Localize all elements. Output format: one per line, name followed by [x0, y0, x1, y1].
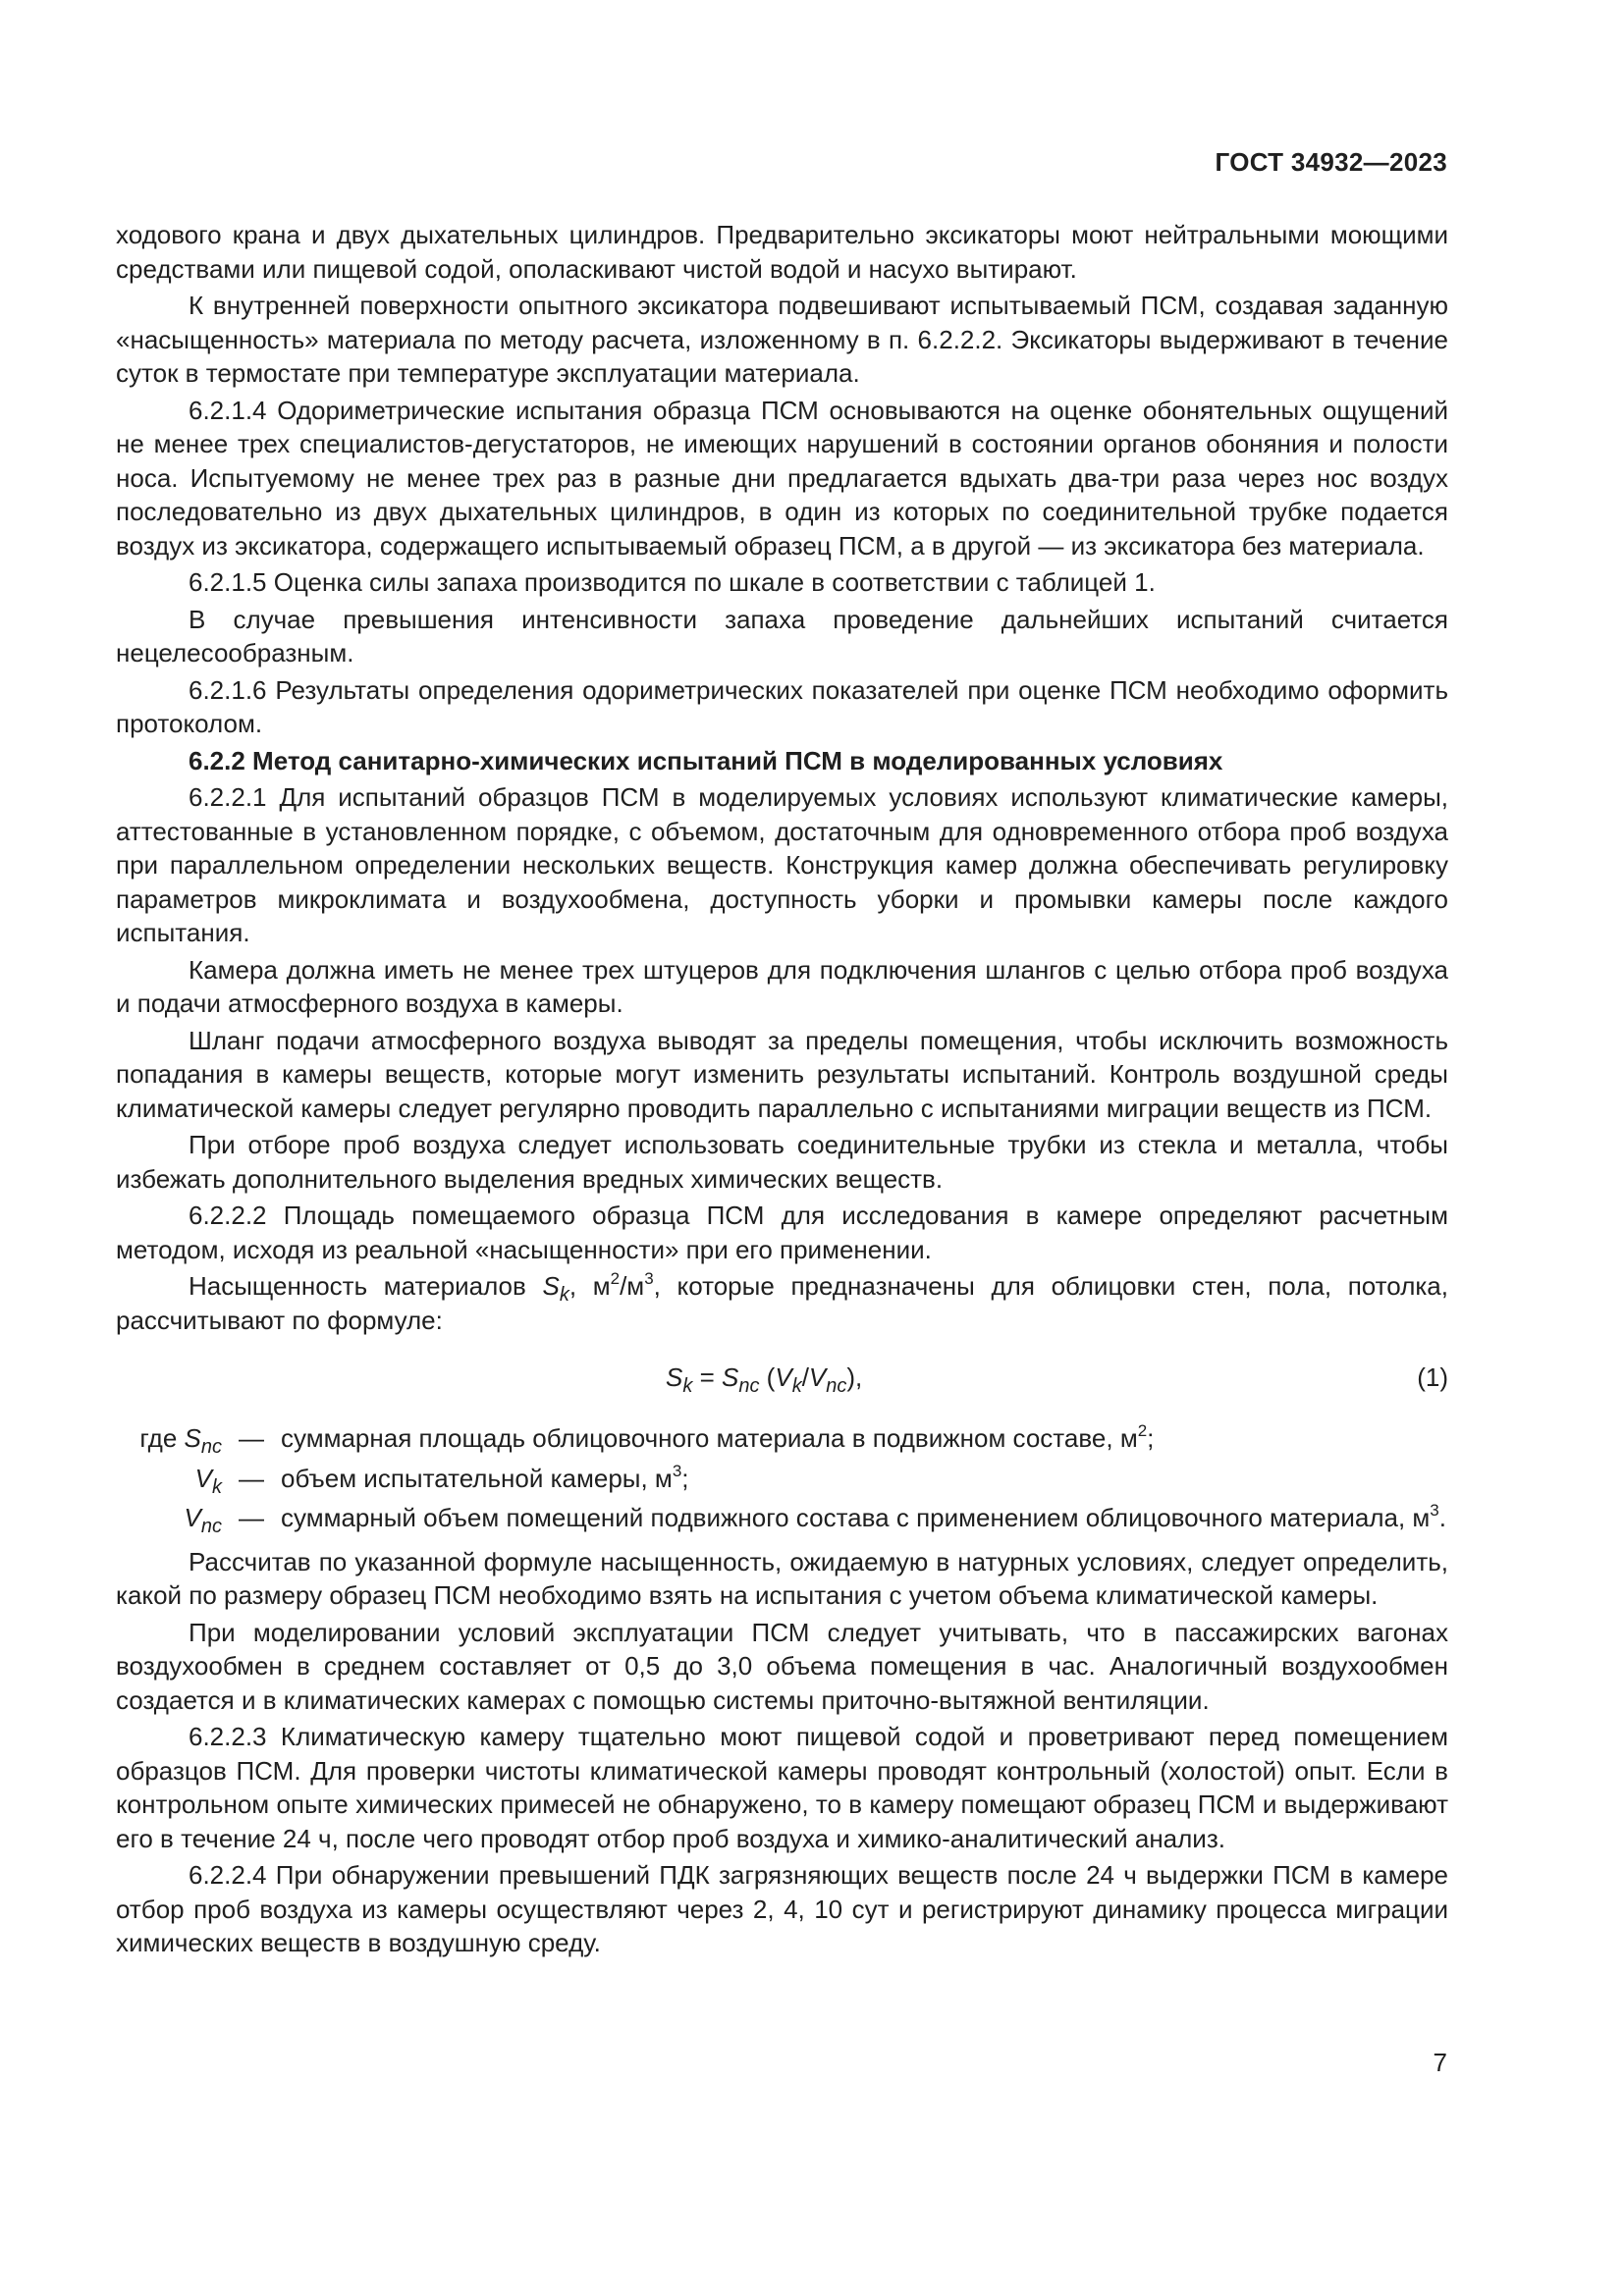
paragraph: Шланг подачи атмосферного воздуха выводят за пределы помещения, чтобы исключить возможность попадания в камеры веществ, которые могут изменить результаты испытаний. Контроль воздушной среды климатической камеры следует регулярно проводить параллельно с испытаниями миграции веществ из ПСМ. [116, 1025, 1448, 1123]
legend-row: где $S_{nc}$ — суммарная площадь облицовочного материала в подвижном составе, $м^2$; [139, 1421, 1155, 1458]
legend-row: $V_k$ — объем испытательной камеры, $м^3$; [194, 1461, 689, 1498]
paragraph: Рассчитав по указанной формуле насыщенность, ожидаемую в натурных условиях, следует определить, какой по размеру образец ПСМ необходимо взять на испытания с учетом объема климатической камеры. [116, 1546, 1448, 1610]
paragraph: 6.2.1.6 Результаты определения одориметрических показателей при оценке ПСМ необходимо оформить протоколом. [116, 674, 1448, 738]
paragraph: 6.2.2.3 Климатическую камеру тщательно моют пищевой содой и проветривают перед помещением образцов ПСМ. Для проверки чистоты климатической камеры проводят контрольный (холостой) опыт. Если в контрольном опыте химических примесей не обнаружено, то в камеру помещают образец ПСМ и выдерживают его в течение 24 ч, после чего проводят отбор проб воздуха и химико-аналитический анализ. [116, 1722, 1448, 1853]
formula-number: (1) [1417, 1362, 1448, 1392]
paragraph: В случае превышения интенсивности запаха проведение дальнейших испытаний считается нецелесообразным. [116, 604, 1448, 667]
formula-expression: $S_k = S_{nc}$ $(V_k/V_{nc})$, [666, 1362, 863, 1397]
formula-1 [116, 1351, 1448, 1410]
paragraph: 6.2.2.2 Площадь помещаемого образца ПСМ для исследования в камере определяют расчетным методом, исходя из реальной «насыщенности» при его применении. [116, 1201, 1448, 1264]
page-number: 7 [1433, 2048, 1447, 2077]
document-body [116, 218, 1448, 1963]
paragraph: ходового крана и двух дыхательных цилиндров. Предварительно эксикаторы моют нейтральными моющими средствами или пищевой содой, ополаскивают чистой водой и насухо вытирают. [116, 220, 1448, 284]
paragraph: К внутренней поверхности опытного эксикатора подвешивают испытываемый ПСМ, создавая заданную «насыщенность» материала по методу расчета, изложенному в п. 6.2.2.2. Эксикаторы выдерживают в течение суток в термостате при температуре эксплуатации материала. [116, 291, 1448, 388]
paragraph: 6.2.2.4 При обнаружении превышений ПДК загрязняющих веществ после 24 ч выдержки ПСМ в камере отбор проб воздуха из камеры осуществляют через 2, 4, 10 сут и регистрируют динамику процесса миграции химических веществ в воздушную среду. [116, 1860, 1448, 1957]
paragraph: 6.2.2.1 Для испытаний образцов ПСМ в моделируемых условиях используют климатические камеры, аттестованные в установленном порядке, с объемом, достаточным для одновременного отбора проб воздуха при параллельном определении нескольких веществ. Конструкция камер должна обеспечивать регулировку параметров микроклимата и воздухообмена, доступность уборки и промывки камеры после каждого испытания. [116, 782, 1448, 947]
paragraph: При отборе проб воздуха следует использовать соединительные трубки из стекла и металла, чтобы избежать дополнительного выделения вредных химических веществ. [116, 1130, 1448, 1194]
section-heading: 6.2.2 Метод санитарно-химических испытаний ПСМ в моделированных условиях [189, 745, 1223, 775]
paragraph: При моделировании условий эксплуатации ПСМ следует учитывать, что в пассажирских вагонах воздухообмен в среднем составляет от 0,5 до 3,0 объема помещения в час. Аналогичный воздухообмен создается и в климатических камерах с помощью системы приточно-вытяжной вентиляции. [116, 1617, 1448, 1715]
paragraph: 6.2.1.4 Одориметрические испытания образца ПСМ основываются на оценке обонятельных ощущений не менее трех специалистов-дегустаторов, не имеющих нарушений в состоянии органов обоняния и полости носа. Испытуемому не менее трех раз в разные дни предлагается вдыхать два-три раза через нос воздух последовательно из двух дыхательных цилиндров, в один из которых по соединительной трубке подается воздух из эксикатора, содержащего испытываемый образец ПСМ, а в другой — из эксикатора без материала. [116, 395, 1448, 561]
document-header: ГОСТ 34932—2023 [1215, 147, 1447, 177]
paragraph: Камера должна иметь не менее трех штуцеров для подключения шлангов с целью отбора проб воздуха и подачи атмосферного воздуха в камеры. [116, 954, 1448, 1018]
variable-legend [116, 1421, 1448, 1535]
paragraph: Насыщенность материалов $S_k$, $м^2/м^3$, которые предназначены для облицовки стен, пола, потолка, рассчитывают по формуле: [116, 1269, 1448, 1335]
paragraph: 6.2.1.5 Оценка силы запаха производится по шкале в соответствии с таблицей 1. [189, 567, 1156, 597]
legend-row: $V_{nc}$ — суммарный объем помещений подвижного состава с применением облицовочного материала, $м^3$. [184, 1501, 1446, 1537]
